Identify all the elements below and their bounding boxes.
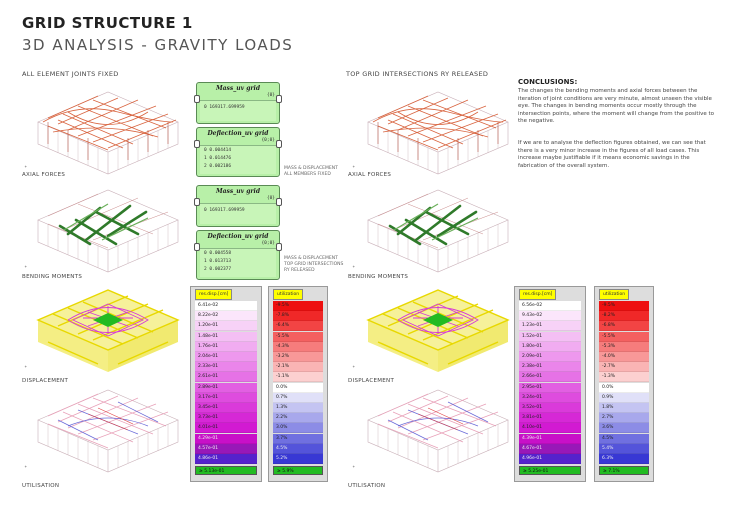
legend-entry: -8.2% <box>599 311 649 321</box>
legend-entry: 2.89e-01 <box>195 383 257 393</box>
legend-max-entry: ≥ 5.25e-01 <box>519 466 581 475</box>
legend-entry: 1.76e-01 <box>195 342 257 352</box>
gh-panel-body <box>200 203 276 224</box>
legend-entry: -3.2% <box>273 352 323 362</box>
legend-entry: -9.5% <box>273 301 323 311</box>
legend-entry: 1.52e-01 <box>519 332 581 342</box>
page-title: GRID STRUCTURE 1 <box>22 14 193 32</box>
gh-input-grip[interactable] <box>194 198 200 206</box>
legend-entry: 2.33e-01 <box>195 362 257 372</box>
legend-entry: -4.3% <box>273 342 323 352</box>
legend-entry: 4.29e-01 <box>195 434 257 444</box>
gh-line: 2 0.002377 <box>204 267 232 272</box>
gh-output-grip[interactable] <box>276 243 282 251</box>
svg-text:✦: ✦ <box>24 164 28 169</box>
legend-entry: -2.7% <box>599 362 649 372</box>
gh-panel-deflection-fixed[interactable] <box>196 127 280 177</box>
legend-entry: 4.86e-01 <box>195 454 257 464</box>
gh-input-grip[interactable] <box>194 95 200 103</box>
legend-entry: 4.96e-01 <box>519 454 581 464</box>
legend-entry: 3.81e-01 <box>519 413 581 423</box>
legend-entry: 5.2% <box>273 454 323 464</box>
gh-line: 1 0.014476 <box>204 156 232 161</box>
legend-title: utilization <box>273 289 303 300</box>
legend-entry: -9.5% <box>599 301 649 311</box>
legend-entry: 9.43e-02 <box>519 311 581 321</box>
bending-label-left: BENDING MOMENTS <box>22 274 83 280</box>
svg-text:✦: ✦ <box>24 264 28 269</box>
legend-entry: 1.3% <box>273 403 323 413</box>
legend-entry: 4.57e-01 <box>195 444 257 454</box>
bending-moments-model-right <box>368 190 508 272</box>
conclusions-paragraph-2: If we are to analyse the deflection figures obtained, we can see that there is a very minor increase in the figures of all load cases. This increase maybe justifiable if it means economic savings in the fabrication of the overall system. <box>518 140 706 169</box>
page-subtitle: 3D ANALYSIS - GRAVITY LOADS <box>22 36 294 54</box>
conclusions-heading: CONCLUSIONS: <box>518 78 578 86</box>
gh-input-grip[interactable] <box>194 243 200 251</box>
legend-entry: -6.8% <box>599 321 649 331</box>
legend-entry: 2.2% <box>273 413 323 423</box>
utilisation-legend-right <box>594 286 654 482</box>
svg-text:✦: ✦ <box>352 364 356 369</box>
utilisation-legend-left <box>268 286 328 482</box>
legend-entry: -7.8% <box>273 311 323 321</box>
legend-max-entry: ≥ 5.13e-01 <box>195 466 257 475</box>
legend-entry: 1.80e-01 <box>519 342 581 352</box>
legend-entry: 4.39e-01 <box>519 434 581 444</box>
legend-entry: 1.23e-01 <box>519 321 581 331</box>
legend-entry: 6.41e-02 <box>195 301 257 311</box>
legend-entry: 6.56e-02 <box>519 301 581 311</box>
axial-forces-model-right <box>368 92 508 174</box>
gh-panel-body <box>200 145 276 174</box>
displacement-model-right <box>368 290 508 372</box>
legend-entry: 0.0% <box>273 383 323 393</box>
legend-max-entry: ≥ 5.9% <box>273 466 323 475</box>
legend-max-entry: ≥ 7.1% <box>599 466 649 475</box>
displacement-legend-left <box>190 286 262 482</box>
legend-entry: -6.4% <box>273 321 323 331</box>
legend-entry: 3.52e-01 <box>519 403 581 413</box>
gh-line: 0 169317.699959 <box>204 208 245 213</box>
utilisation-label-right: UTILISATION <box>348 483 386 489</box>
legend-entry: 0.0% <box>599 383 649 393</box>
utilisation-model-left <box>38 390 178 472</box>
bending-moments-model-left <box>38 190 178 272</box>
legend-entry: 2.09e-01 <box>519 352 581 362</box>
svg-text:✦: ✦ <box>24 364 28 369</box>
gh-panel-index: {0;0} <box>261 241 275 246</box>
legend-entry: -4.0% <box>599 352 649 362</box>
legend-entry: -1.1% <box>273 372 323 382</box>
legend-entry: 1.8% <box>599 403 649 413</box>
legend-entry: 4.5% <box>273 444 323 454</box>
legend-entry: 0.9% <box>599 393 649 403</box>
displacement-label-right: DISPLACEMENT <box>348 378 395 384</box>
legend-entry: 2.7% <box>599 413 649 423</box>
gh-panel-mass-fixed[interactable] <box>196 82 280 124</box>
svg-text:✦: ✦ <box>24 464 28 469</box>
legend-entry: 1.20e-01 <box>195 321 257 331</box>
legend-title: res.disp.[cm] <box>195 289 232 300</box>
axial-label-left: AXIAL FORCES <box>22 172 66 178</box>
gh-panel-title: Mass_uv grid <box>215 85 261 92</box>
gh-panel-body <box>200 248 276 277</box>
left-section-heading: ALL ELEMENT JOINTS FIXED <box>22 70 119 78</box>
displacement-label-left: DISPLACEMENT <box>22 378 69 384</box>
axial-label-right: AXIAL FORCES <box>348 172 392 178</box>
right-section-heading: TOP GRID INTERSECTIONS RY RELEASED <box>346 70 489 78</box>
note-released: MASS & DISPLACEMENT TOP GRID INTERSECTIONS RY RELEASED <box>284 256 344 273</box>
legend-entry: 4.5% <box>599 434 649 444</box>
svg-text:✦: ✦ <box>352 164 356 169</box>
legend-entry: 4.01e-01 <box>195 423 257 433</box>
gh-output-grip[interactable] <box>276 140 282 148</box>
gh-panel-title: Deflection_uv grid <box>207 233 269 240</box>
legend-entry: 2.66e-01 <box>519 372 581 382</box>
utilisation-label-left: UTILISATION <box>22 483 60 489</box>
legend-entry: 3.7% <box>273 434 323 444</box>
legend-entry: 2.95e-01 <box>519 383 581 393</box>
conclusions-paragraph-1: The changes the bending moments and axial forces between the iteration of joint conditions are very minute, almost unseen the visible eye. The changes in bending moments occur mostly through the intersection points, where the moment will change from the positive to the negative. <box>518 88 715 125</box>
axial-forces-model-left <box>38 92 178 174</box>
gh-line: 0 0.004414 <box>204 148 232 153</box>
legend-entry: -5.3% <box>599 342 649 352</box>
legend-entry: 0.7% <box>273 393 323 403</box>
legend-entry: 4.67e-01 <box>519 444 581 454</box>
gh-panel-index: {0} <box>266 196 275 201</box>
gh-line: 1 0.013713 <box>204 259 232 264</box>
gh-panel-index: {0} <box>266 93 275 98</box>
legend-entry: 5.4% <box>599 444 649 454</box>
gh-panel-title: Deflection_uv grid <box>207 130 269 137</box>
legend-entry: 2.61e-01 <box>195 372 257 382</box>
svg-text:✦: ✦ <box>352 264 356 269</box>
gh-output-grip[interactable] <box>276 198 282 206</box>
gh-panel-mass-released[interactable] <box>196 185 280 227</box>
legend-entry: 1.48e-01 <box>195 332 257 342</box>
gh-line: 0 169317.699959 <box>204 105 245 110</box>
gh-output-grip[interactable] <box>276 95 282 103</box>
legend-entry: 6.3% <box>599 454 649 464</box>
legend-entry: 4.10e-01 <box>519 423 581 433</box>
legend-entry: 8.22e-02 <box>195 311 257 321</box>
gh-panel-deflection-released[interactable] <box>196 230 280 280</box>
note-fixed: MASS & DISPLACEMENT ALL MEMBERS FIXED <box>284 166 338 177</box>
legend-entry: 3.73e-01 <box>195 413 257 423</box>
gh-line: 0 0.004558 <box>204 251 232 256</box>
utilisation-model-right <box>368 390 508 472</box>
svg-text:✦: ✦ <box>352 464 356 469</box>
legend-title: res.disp.[cm] <box>519 289 556 300</box>
gh-panel-index: {0;0} <box>261 138 275 143</box>
legend-title: utilization <box>599 289 629 300</box>
legend-entry: 3.6% <box>599 423 649 433</box>
gh-input-grip[interactable] <box>194 140 200 148</box>
legend-entry: -1.3% <box>599 372 649 382</box>
legend-entry: 3.17e-01 <box>195 393 257 403</box>
legend-entry: 3.24e-01 <box>519 393 581 403</box>
legend-entry: 2.38e-01 <box>519 362 581 372</box>
legend-entry: 2.04e-01 <box>195 352 257 362</box>
gh-panel-title: Mass_uv grid <box>215 188 261 195</box>
displacement-model-left <box>38 290 178 372</box>
legend-entry: 3.0% <box>273 423 323 433</box>
legend-entry: 3.45e-01 <box>195 403 257 413</box>
bending-label-right: BENDING MOMENTS <box>348 274 409 280</box>
gh-panel-body <box>200 100 276 121</box>
legend-entry: -5.5% <box>273 332 323 342</box>
displacement-legend-right <box>514 286 586 482</box>
legend-entry: -2.1% <box>273 362 323 372</box>
legend-entry: -5.5% <box>599 332 649 342</box>
gh-line: 2 0.002186 <box>204 164 232 169</box>
